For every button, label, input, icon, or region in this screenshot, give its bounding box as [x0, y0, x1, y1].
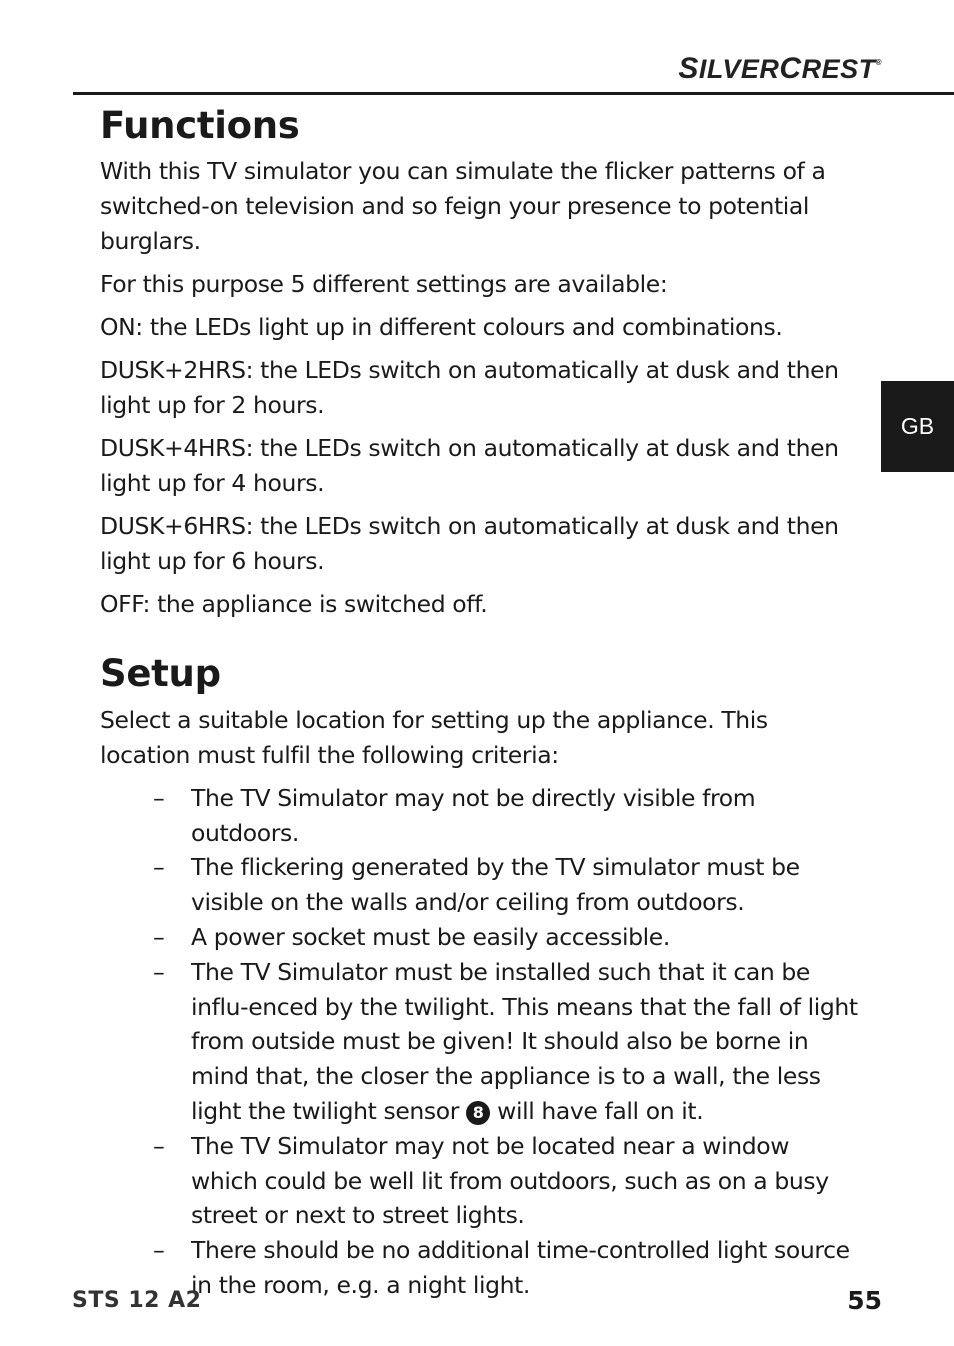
sensor-reference-number: 8 — [466, 1101, 490, 1125]
list-item: – There should be no additional time-controlled light source in the room, e.g. a night light. — [153, 1236, 850, 1299]
language-tab: GB — [881, 381, 954, 472]
list-item: – The TV Simulator may not be located near a window which could be well lit from outdoors, such as on a busy street or next to street lights. — [153, 1131, 829, 1230]
list-item: – A power socket must be easily accessible. — [153, 922, 670, 951]
main-content — [100, 104, 860, 1303]
model-number: STS 12 A2 — [72, 1288, 202, 1313]
setup-intro: Select a suitable location for setting up the appliance. This location must fulfil the following criteria: — [100, 705, 768, 769]
functions-paragraph: ON: the LEDs light up in different colours and combinations. — [100, 313, 783, 342]
brand-logo: SILVERCREST® — [678, 52, 882, 85]
criteria-list — [100, 781, 860, 1303]
functions-paragraph: DUSK+2HRS: the LEDs switch on automatically at dusk and then light up for 2 hours. — [100, 356, 839, 420]
functions-paragraph: OFF: the appliance is switched off. — [100, 590, 488, 619]
functions-paragraph: For this purpose 5 different settings are available: — [100, 270, 668, 299]
list-item: – The flickering generated by the TV simulator must be visible on the walls and/or ceiling from outdoors. — [153, 853, 800, 917]
functions-paragraph: DUSK+4HRS: the LEDs switch on automatically at dusk and then light up for 4 hours. — [100, 434, 839, 498]
list-item: – The TV Simulator must be installed such that it can be influ-enced by the twilight. This means that the fall of light from outside must be given! It should also be borne in mind that, the closer the appliance is to a wall, the less light the twilight sensor 8 will have fall on it. — [153, 957, 858, 1125]
header-rule — [73, 92, 954, 95]
functions-heading: Functions — [100, 104, 300, 147]
list-item: – The TV Simulator may not be directly visible from outdoors. — [153, 783, 756, 847]
functions-paragraph: With this TV simulator you can simulate the flicker patterns of a switched-on television and so feign your presence to potential burglars. — [100, 157, 826, 256]
functions-paragraph: DUSK+6HRS: the LEDs switch on automatically at dusk and then light up for 6 hours. — [100, 512, 839, 576]
setup-heading: Setup — [100, 652, 221, 696]
page-number: 55 — [847, 1286, 882, 1315]
